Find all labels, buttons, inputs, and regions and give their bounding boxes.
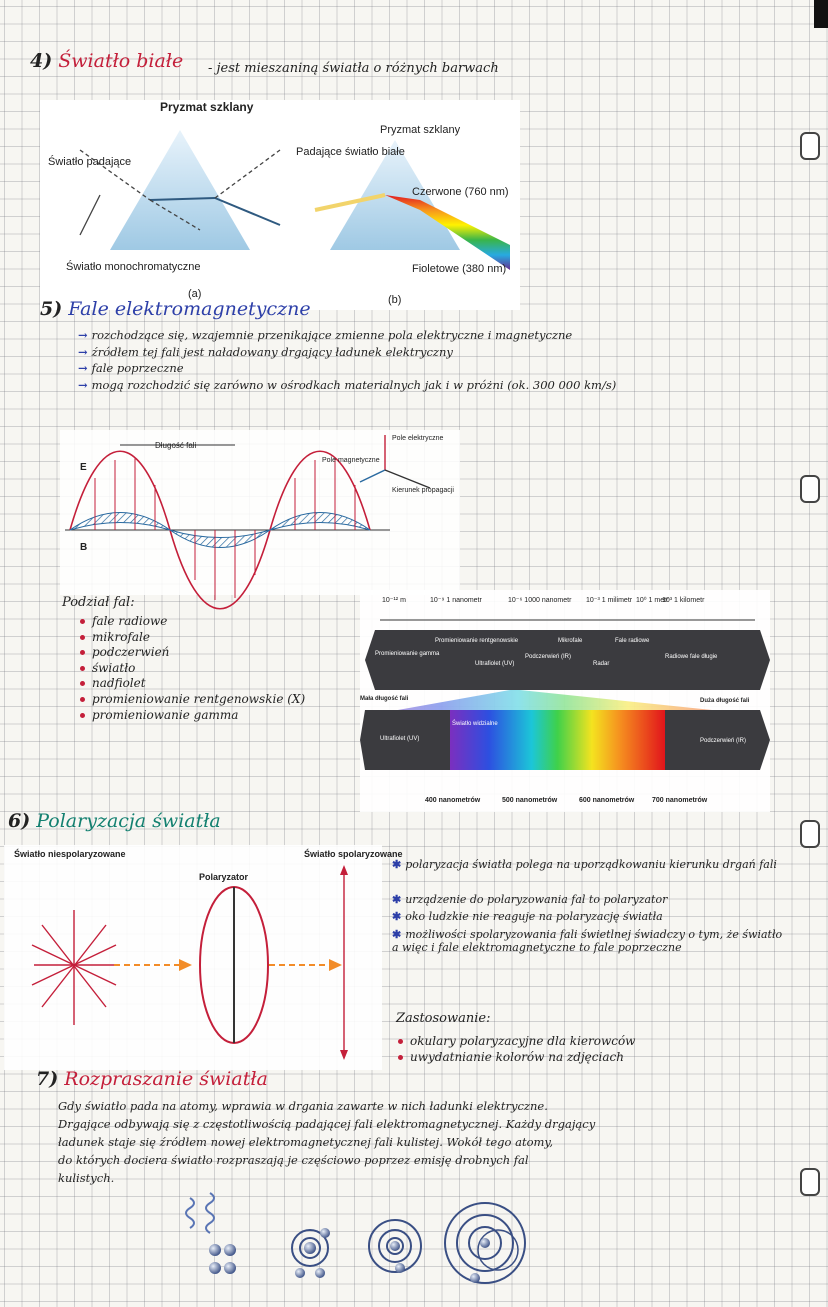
wave-types-list [78, 614, 305, 723]
s5-property: → źródłem tej fali jest naładowany drgający ładunek elektryczny [78, 344, 453, 359]
red-label: Czerwone (760 nm) [412, 186, 509, 198]
polarized-label: Światło spolaryzowane [304, 849, 403, 859]
propagation-label: Kierunek propagacji [392, 487, 454, 494]
svg-text:Promieniowanie gamma: Promieniowanie gamma [375, 651, 440, 657]
uses-title: Zastosowanie: [396, 1011, 491, 1026]
nm-label: 400 nanometrów [425, 797, 481, 804]
wavelength-label: Długość fali [155, 441, 197, 450]
e-field-label: Pole elektryczne [392, 435, 444, 442]
prism-a [110, 130, 250, 250]
polarization-note: ✱ polaryzacja światła polega na uporządkowaniu kierunku drgań fali [392, 858, 777, 871]
visible-band [450, 710, 665, 770]
short-wave-label: Mała długość fali [360, 696, 409, 702]
wave-type: światło [78, 661, 305, 677]
cap-a: (a) [188, 288, 202, 300]
polarization-diagram [4, 845, 403, 1070]
svg-text:Fale radiowe: Fale radiowe [615, 638, 650, 644]
svg-text:Promieniowanie rentgenowskie: Promieniowanie rentgenowskie [435, 638, 519, 644]
polarization-note: ✱ oko ludzkie nie reaguje na polaryzację światła [392, 910, 663, 923]
prism-label-a: Pryzmat szklany [160, 100, 254, 114]
mono-label: Światło monochromatyczne [66, 261, 201, 273]
division-title: Podział fal: [62, 595, 135, 610]
s7-line: kulistych. [58, 1171, 115, 1185]
s5-property: → fale poprzeczne [78, 361, 184, 375]
use-item: uwydatnianie kolorów na zdjęciach [396, 1050, 635, 1066]
s4-title: Światło białe [58, 50, 184, 72]
violet-label: Fioletowe (380 nm) [412, 263, 507, 275]
em-spectrum-figure [360, 590, 770, 812]
polarization-figure [4, 845, 403, 1070]
scale-label: 10⁻¹² m [382, 597, 406, 604]
em-wave-figure [60, 430, 460, 595]
s7-line: Drgające odbywają się z częstotliwością padającej fali elektromagnetycznej. Każdy drgający [58, 1117, 596, 1131]
visible-label: Światło widzialne [452, 721, 498, 727]
binder-ring [800, 475, 820, 503]
s7-title: Rozpraszanie światła [64, 1068, 268, 1090]
unpolarized-label: Światło niespolaryzowane [14, 849, 126, 859]
em-wave-diagram [60, 430, 460, 595]
wave-type: promieniowanie gamma [78, 708, 305, 724]
s5-title: Fale elektromagnetyczne [68, 298, 311, 320]
unpolarized-rays [32, 910, 116, 1025]
polarization-note: ✱ możliwości spolaryzowania fali świetlnej świadczy o tym, że światło a więc i fale elektromagnetyczne to fale poprzeczne [392, 927, 783, 954]
e-label: E [80, 462, 87, 473]
svg-text:Mikrofale: Mikrofale [558, 638, 583, 644]
long-wave-label: Duża długość fali [700, 698, 750, 704]
white-light-label: Padające światło białe [296, 146, 405, 158]
nm-label: 500 nanometrów [502, 797, 558, 804]
binder-ring [800, 132, 820, 160]
scattering-diagram [170, 1188, 550, 1298]
s5-heading: 5) Fale elektromagnetyczne [40, 298, 311, 320]
s6-heading: 6) Polaryzacja światła [8, 810, 221, 832]
wave-type: promieniowanie rentgenowskie (X) [78, 692, 305, 708]
s7-line: do których dociera światło rozpraszają je częściowo poprzez emisję drobnych fal [58, 1153, 529, 1167]
s5-property: → mogą rozchodzić się zarówno w ośrodkach materialnych jak i w próżni (ok. 300 000 km/s) [78, 377, 617, 392]
uses-list [396, 1034, 635, 1065]
wave-type: podczerwień [78, 645, 305, 661]
s4-heading: 4) Światło białe [30, 50, 184, 72]
prism-label-b: Pryzmat szklany [380, 124, 461, 136]
binder-ring [800, 1168, 820, 1196]
uv-label: Ultrafiolet (UV) [380, 736, 420, 742]
b-field-label: Pole magnetyczne [322, 457, 380, 464]
polarization-note: ✱ urządzenie do polaryzowania fal to polaryzator [392, 892, 668, 906]
binder-ring [800, 820, 820, 848]
prism-diagram [40, 100, 520, 310]
ir-label: Podczerwień (IR) [700, 738, 747, 744]
scale-label: 10³ 1 kilometr [662, 597, 705, 604]
s7-line: ładunek staje się źródłem nowej elektromagnetycznej fali kulistej. Wokół tego atomy, [58, 1135, 554, 1149]
s7-line: Gdy światło pada na atomy, wprawia w drgania zawarte w nich ładunki elektryczne. [58, 1099, 548, 1113]
svg-text:Radar: Radar [593, 661, 610, 667]
nm-label: 700 nanometrów [652, 797, 708, 804]
polarization-notes [392, 858, 787, 954]
s5-properties [78, 328, 616, 394]
page-edge [814, 0, 828, 28]
svg-text:Ultrafiolet (UV): Ultrafiolet (UV) [475, 661, 515, 667]
polarizer-label: Polaryzator [199, 872, 249, 882]
use-item: okulary polaryzacyjne dla kierowców [396, 1034, 635, 1050]
scale-label: 10⁰ 1 metr [636, 597, 669, 604]
s4-definition: - jest mieszaniną światła o różnych barwach [208, 61, 499, 76]
scale-label: 10⁻⁹ 1 nanometr [430, 597, 482, 604]
em-spectrum-diagram [360, 590, 770, 812]
scale-label: 10⁻⁶ 1000 nanometr [508, 597, 572, 604]
wave-type: mikrofale [78, 630, 305, 646]
prism-figure [40, 100, 520, 310]
svg-text:Radiowe fale długie: Radiowe fale długie [665, 654, 718, 660]
s7-heading: 7) Rozpraszanie światła [36, 1068, 268, 1090]
svg-text:Podczerwień (IR): Podczerwień (IR) [525, 654, 572, 660]
s6-title: Polaryzacja światła [36, 810, 221, 832]
cap-b: (b) [388, 294, 402, 306]
wave-type: fale radiowe [78, 614, 305, 630]
scale-label: 10⁻³ 1 milimetr [586, 597, 633, 604]
s5-property: → rozchodzące się, wzajemnie przenikające zmienne pola elektryczne i magnetyczne [78, 328, 573, 342]
wave-type: nadfiolet [78, 676, 305, 692]
b-label: B [80, 542, 88, 553]
incident-label: Światło padające [48, 156, 132, 168]
nm-label: 600 nanometrów [579, 797, 635, 804]
